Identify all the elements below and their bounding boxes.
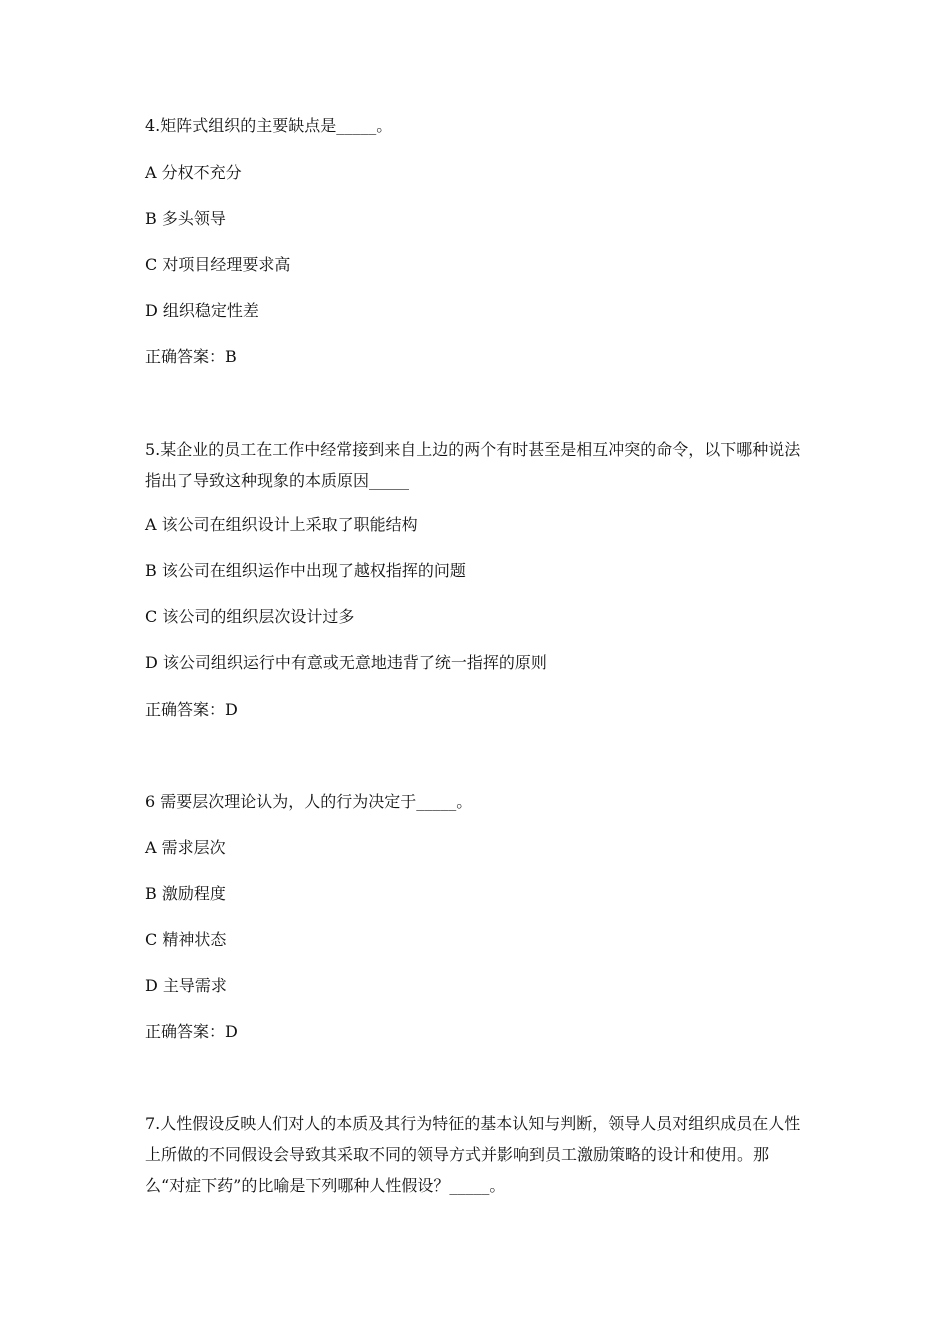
- question-5-answer: 正确答案：D: [145, 700, 238, 719]
- question-6-option-b: B 激励程度: [145, 884, 226, 903]
- question-6-option-c: C 精神状态: [145, 930, 227, 949]
- question-5-stem: 5.某企业的员工在工作中经常接到来自上边的两个有时甚至是相互冲突的命令，以下哪种说法指出了导致这种现象的本质原因_____: [145, 440, 801, 490]
- question-4-option-b: B 多头领导: [145, 209, 226, 228]
- question-4-stem: 4.矩阵式组织的主要缺点是_____。: [145, 116, 393, 135]
- question-5-option-c: C 该公司的组织层次设计过多: [145, 607, 355, 626]
- question-4-answer: 正确答案：B: [145, 347, 237, 366]
- question-7-stem: 7.人性假设反映人们对人的本质及其行为特征的基本认知与判断，领导人员对组织成员在人性上所做的不同假设会导致其采取不同的领导方式并影响到员工激励策略的设计和使用。那么“对症下药”的比喻是下列哪种人性假设？_____。: [145, 1114, 801, 1195]
- question-5-option-d: D 该公司组织运行中有意或无意地违背了统一指挥的原则: [145, 653, 547, 672]
- question-5-option-a: A 该公司在组织设计上采取了职能结构: [145, 515, 418, 534]
- question-5-option-b: B 该公司在组织运作中出现了越权指挥的问题: [145, 561, 466, 580]
- question-6-option-a: A 需求层次: [145, 838, 226, 857]
- question-4-option-d: D 组织稳定性差: [145, 301, 259, 320]
- question-6-stem: 6 需要层次理论认为，人的行为决定于_____。: [145, 792, 473, 811]
- question-4-option-c: C 对项目经理要求高: [145, 255, 291, 274]
- question-6-answer: 正确答案：D: [145, 1022, 238, 1041]
- question-4-option-a: A 分权不充分: [145, 163, 242, 182]
- question-6-option-d: D 主导需求: [145, 976, 227, 995]
